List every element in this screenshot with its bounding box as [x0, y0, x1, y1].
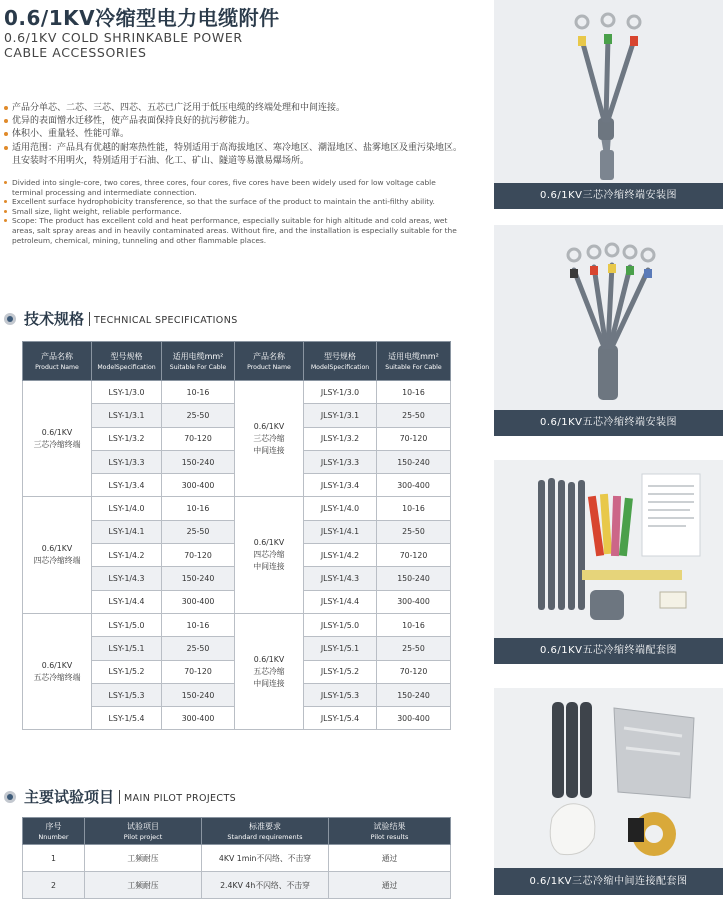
model-cell: JLSY-1/3.4 — [304, 474, 377, 497]
page-title: 0.6/1KV冷缩型电力电缆附件 — [4, 6, 280, 30]
model-cell: JLSY-1/4.2 — [304, 544, 377, 567]
cable-cell: 70-120 — [162, 660, 235, 683]
pilot-column-header: 序号 Nnumber — [23, 818, 85, 845]
cable-cell: 300-400 — [162, 474, 235, 497]
cable-cell: 25-50 — [377, 520, 451, 543]
product-name-cell: 0.6/1KV 三芯冷缩 中间连接 — [235, 381, 304, 497]
cable-cell: 70-120 — [377, 427, 451, 450]
model-cell: JLSY-1/3.1 — [304, 404, 377, 427]
product-name-cell: 0.6/1KV 四芯冷缩终端 — [23, 497, 92, 613]
pilot-column-header: 标准要求 Standard requirements — [202, 818, 329, 845]
model-cell: LSY-1/4.4 — [92, 590, 162, 613]
photo-caption: 0.6/1KV三芯冷缩中间连接配套图 — [494, 868, 723, 895]
features-cn-list — [4, 102, 464, 168]
model-cell: JLSY-1/5.2 — [304, 660, 377, 683]
cable-cell: 70-120 — [162, 427, 235, 450]
model-cell: JLSY-1/4.3 — [304, 567, 377, 590]
model-cell: LSY-1/5.3 — [92, 683, 162, 706]
cable-cell: 300-400 — [162, 707, 235, 730]
spec-column-header: 产品名称 Product Name — [23, 342, 92, 381]
model-cell: LSY-1/3.4 — [92, 474, 162, 497]
model-cell: LSY-1/3.1 — [92, 404, 162, 427]
cable-cell: 10-16 — [377, 497, 451, 520]
pilot-table-row — [23, 872, 451, 899]
pilot-table-row — [23, 845, 451, 872]
feature-cn-item: 产品分单芯、二芯、三芯、四芯、五芯已广泛用于低压电缆的终端处理和中间连接。 — [4, 102, 464, 115]
photo-caption: 0.6/1KV五芯冷缩终端安装图 — [494, 410, 723, 436]
model-cell: JLSY-1/3.0 — [304, 381, 377, 404]
spec-table-row — [23, 613, 451, 636]
photo-caption: 0.6/1KV五芯冷缩终端配套图 — [494, 638, 723, 664]
cable-cell: 10-16 — [162, 613, 235, 636]
model-cell: LSY-1/3.2 — [92, 427, 162, 450]
pilot-section-heading: 主要试验项目 MAIN PILOT PROJECTS — [4, 786, 236, 807]
pilot-result-cell: 通过 — [329, 872, 451, 899]
cable-cell: 10-16 — [162, 497, 235, 520]
model-cell: JLSY-1/4.0 — [304, 497, 377, 520]
page-subtitle: 0.6/1KV COLD SHRINKABLE POWER CABLE ACCESSORIES — [4, 30, 243, 60]
photo-three-core-joint-kit — [494, 688, 723, 868]
feature-en-item: Small size, light weight, reliable performance. — [4, 207, 466, 217]
spec-column-header: 适用电缆mm² Suitable For Cable — [162, 342, 235, 381]
photo-three-core-terminal — [494, 0, 723, 183]
spec-table-row — [23, 381, 451, 404]
cable-cell: 300-400 — [377, 474, 451, 497]
feature-cn-item: 适用范围：产品具有优越的耐寒热性能，特别适用于高海拔地区、寒冷地区、潮湿地区、盐雾地区及重污染地区。且安装时不用明火，特别适用于石油、化工、矿山、隧道等易激易爆场所。 — [4, 142, 464, 168]
features-en-list — [4, 178, 466, 245]
model-cell: LSY-1/5.4 — [92, 707, 162, 730]
spec-column-header: 产品名称 Product Name — [235, 342, 304, 381]
product-name-cell: 0.6/1KV 五芯冷缩终端 — [23, 613, 92, 729]
cable-cell: 10-16 — [162, 381, 235, 404]
pilot-header-row — [23, 818, 451, 845]
model-cell: JLSY-1/3.3 — [304, 450, 377, 473]
model-cell: JLSY-1/4.1 — [304, 520, 377, 543]
pilot-column-header: 试验项目 Pilot project — [85, 818, 202, 845]
cable-cell: 10-16 — [377, 613, 451, 636]
model-cell: LSY-1/4.1 — [92, 520, 162, 543]
cable-cell: 25-50 — [377, 404, 451, 427]
section-bullet-icon — [4, 313, 16, 325]
cable-cell: 300-400 — [377, 590, 451, 613]
model-cell: LSY-1/5.1 — [92, 637, 162, 660]
feature-cn-item: 优异的表面憎水迁移性，使产品表面保持良好的抗污秽能力。 — [4, 115, 464, 128]
model-cell: JLSY-1/5.3 — [304, 683, 377, 706]
pilot-standard-cell: 2.4KV 4h不闪络、不击穿 — [202, 872, 329, 899]
feature-en-item: Scope: The product has excellent cold and heat performance, especially suitable for high altitude and cold areas, wet areas, salt spray areas and in heavily contaminated areas. Without fire, and the installation is especially suitable for the petroleum, chemical, mining, tunneling and other flammable places. — [4, 216, 466, 245]
spec-table-row — [23, 497, 451, 520]
feature-en-item: Divided into single-core, two cores, three cores, four cores, five cores have been widely used for low voltage cable terminal processing and intermediate connection. — [4, 178, 466, 197]
cable-cell: 70-120 — [162, 544, 235, 567]
cable-cell: 150-240 — [162, 567, 235, 590]
photo-five-core-kit — [494, 460, 723, 638]
model-cell: LSY-1/3.0 — [92, 381, 162, 404]
pilot-project-cell: 工频耐压 — [85, 872, 202, 899]
cable-cell: 300-400 — [377, 707, 451, 730]
spec-header-row — [23, 342, 451, 381]
cable-cell: 300-400 — [162, 590, 235, 613]
model-cell: JLSY-1/5.0 — [304, 613, 377, 636]
product-name-cell: 0.6/1KV 四芯冷缩 中间连接 — [235, 497, 304, 613]
spec-column-header: 型号规格 ModelSpecification — [304, 342, 377, 381]
section-bullet-icon — [4, 791, 16, 803]
model-cell: JLSY-1/5.1 — [304, 637, 377, 660]
pilot-project-cell: 工频耐压 — [85, 845, 202, 872]
model-cell: LSY-1/4.3 — [92, 567, 162, 590]
photo-caption: 0.6/1KV三芯冷缩终端安装图 — [494, 183, 723, 209]
cable-cell: 10-16 — [377, 381, 451, 404]
model-cell: JLSY-1/4.4 — [304, 590, 377, 613]
cable-cell: 70-120 — [377, 660, 451, 683]
product-name-cell: 0.6/1KV 五芯冷缩 中间连接 — [235, 613, 304, 729]
cable-cell: 25-50 — [377, 637, 451, 660]
cable-cell: 70-120 — [377, 544, 451, 567]
pilot-no-cell: 1 — [23, 845, 85, 872]
feature-cn-item: 体积小、重量轻、性能可靠。 — [4, 128, 464, 141]
model-cell: JLSY-1/5.4 — [304, 707, 377, 730]
spec-section-heading: 技术规格 TECHNICAL SPECIFICATIONS — [4, 308, 238, 329]
model-cell: LSY-1/4.0 — [92, 497, 162, 520]
photo-column — [494, 0, 723, 895]
spec-column-header: 型号规格 ModelSpecification — [92, 342, 162, 381]
feature-en-item: Excellent surface hydrophobicity transference, so that the surface of the product to maintain the anti-filthy ability. — [4, 197, 466, 207]
spec-column-header: 适用电缆mm² Suitable For Cable — [377, 342, 451, 381]
pilot-no-cell: 2 — [23, 872, 85, 899]
cable-cell: 150-240 — [377, 567, 451, 590]
divider — [119, 790, 120, 804]
cable-cell: 150-240 — [377, 683, 451, 706]
product-name-cell: 0.6/1KV 三芯冷缩终端 — [23, 381, 92, 497]
pilot-standard-cell: 4KV 1min不闪络、不击穿 — [202, 845, 329, 872]
model-cell: JLSY-1/3.2 — [304, 427, 377, 450]
spec-table — [22, 341, 451, 730]
cable-cell: 150-240 — [162, 450, 235, 473]
cable-cell: 150-240 — [162, 683, 235, 706]
cable-cell: 25-50 — [162, 404, 235, 427]
pilot-column-header: 试验结果 Pilot results — [329, 818, 451, 845]
cable-cell: 150-240 — [377, 450, 451, 473]
pilot-table — [22, 817, 451, 899]
pilot-result-cell: 通过 — [329, 845, 451, 872]
model-cell: LSY-1/3.3 — [92, 450, 162, 473]
model-cell: LSY-1/4.2 — [92, 544, 162, 567]
cable-cell: 25-50 — [162, 637, 235, 660]
photo-five-core-terminal — [494, 225, 723, 410]
cable-cell: 25-50 — [162, 520, 235, 543]
divider — [89, 312, 90, 326]
model-cell: LSY-1/5.0 — [92, 613, 162, 636]
model-cell: LSY-1/5.2 — [92, 660, 162, 683]
